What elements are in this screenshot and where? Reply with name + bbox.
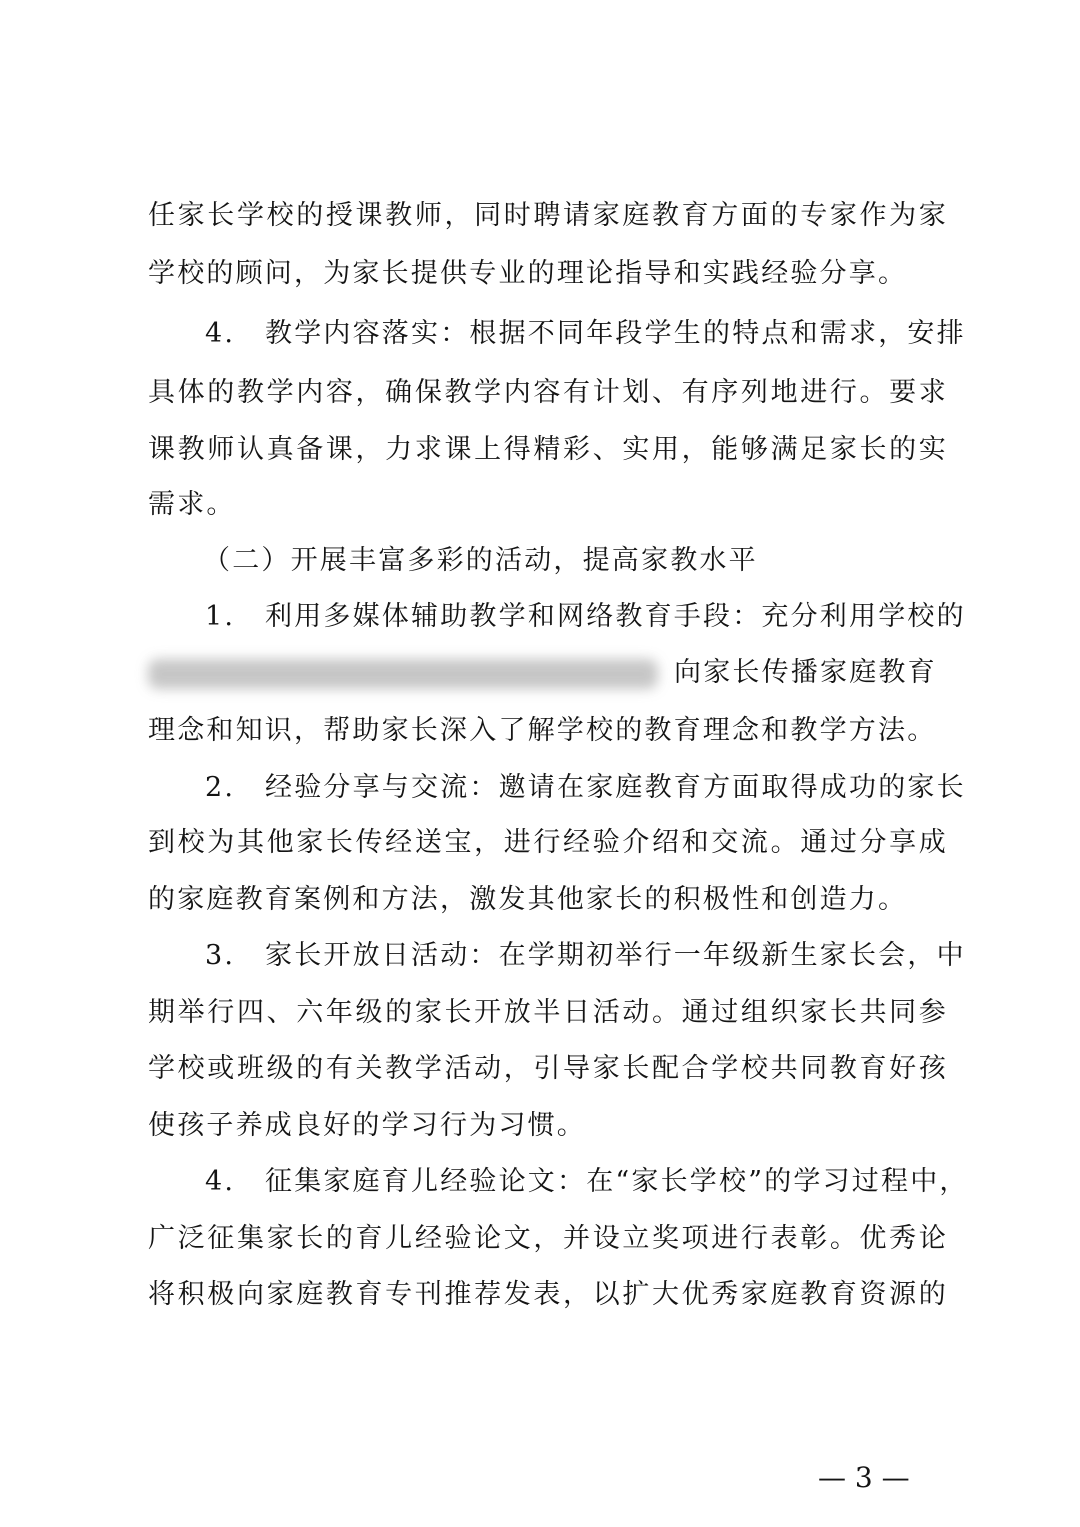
body-line: 学校的顾问，为家长提供专业的理论指导和实践经验分享。 — [148, 258, 908, 289]
page-number: — 3 — — [818, 1461, 910, 1494]
list-number: 1. — [205, 601, 236, 632]
list-item-text: 经验分享与交流：邀请在家庭教育方面取得成功的家长 — [265, 772, 966, 803]
body-line: 将积极向家庭教育专刊推荐发表，以扩大优秀家庭教育资源的 — [148, 1279, 948, 1310]
list-item-text: 利用多媒体辅助教学和网络教育手段：充分利用学校的 — [265, 601, 966, 632]
body-line: 广泛征集家长的育儿经验论文，并设立奖项进行表彰。优秀论 — [148, 1223, 948, 1254]
list-number: 3. — [205, 940, 236, 971]
list-item — [205, 597, 966, 637]
body-line: 到校为其他家长传经送宝，进行经验介绍和交流。通过分享成 — [148, 827, 948, 858]
body-line: 课教师认真备课，力求课上得精彩、实用，能够满足家长的实 — [148, 434, 948, 465]
list-number: 4. — [205, 1166, 236, 1197]
body-line — [148, 653, 948, 693]
body-line: 具体的教学内容，确保教学内容有计划、有序列地进行。要求 — [148, 377, 948, 408]
body-line: 理念和知识，帮助家长深入了解学校的教育理念和教学方法。 — [148, 715, 937, 746]
list-item — [205, 936, 966, 976]
body-line: 需求。 — [148, 489, 236, 520]
body-line: 学校或班级的有关教学活动，引导家长配合学校共同教育好孩 — [148, 1053, 948, 1084]
body-line: 任家长学校的授课教师，同时聘请家庭教育方面的专家作为家 — [148, 200, 948, 231]
list-item-text: 家长开放日活动：在学期初举行一年级新生家长会，中 — [265, 940, 966, 971]
redacted-text-blur — [148, 659, 658, 689]
list-item-text: 教学内容落实：根据不同年段学生的特点和需求，安排 — [265, 318, 966, 349]
body-line: 期举行四、六年级的家长开放半日活动。通过组织家长共同参 — [148, 997, 948, 1028]
body-line: 使孩子养成良好的学习行为习惯。 — [148, 1110, 586, 1141]
body-line: 的家庭教育案例和方法，激发其他家长的积极性和创造力。 — [148, 884, 908, 915]
body-line-text: 向家长传播家庭教育 — [674, 657, 937, 688]
list-item — [205, 768, 966, 808]
list-number: 2. — [205, 772, 236, 803]
section-heading: （二）开展丰富多彩的活动，提高家教水平 — [203, 545, 758, 576]
list-item — [205, 314, 966, 354]
list-item — [205, 1162, 969, 1202]
list-number: 4. — [205, 318, 236, 349]
list-item-text: 征集家庭育儿经验论文：在“家长学校”的学习过程中， — [265, 1166, 969, 1197]
